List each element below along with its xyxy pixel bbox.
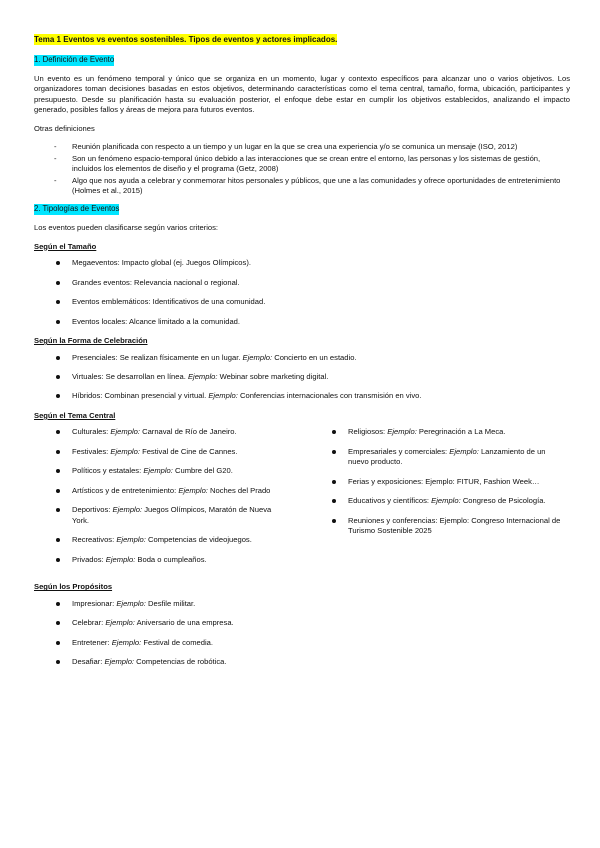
- theme-list-left: [34, 427, 310, 574]
- list-item: Híbridos: Combinan presencial y virtual. Ejemplo: Conferencias internacionales con transmisión en vivo.: [34, 391, 570, 401]
- list-item: Festivales: Ejemplo: Festival de Cine de Cannes.: [34, 447, 290, 457]
- section-1-heading: 1. Definición de Evento: [34, 55, 115, 65]
- definition-item: - Son un fenómeno espacio-temporal único debido a las interacciones que se crean entre el entorno, las personas y los sistemas de gestión, incluidos los elementos de diseño y el programa (Getz, 2008): [34, 154, 570, 175]
- list-item: Impresionar: Ejemplo: Desfile militar.: [34, 599, 570, 609]
- list-item: Artísticos y de entretenimiento: Ejemplo: Noches del Prado: [34, 486, 290, 496]
- size-list: [34, 258, 570, 327]
- list-item: Culturales: Ejemplo: Carnaval de Río de Janeiro.: [34, 427, 290, 437]
- list-item: Recreativos: Ejemplo: Competencias de videojuegos.: [34, 535, 290, 545]
- purpose-heading: Según los Propósitos: [34, 582, 113, 592]
- list-item: Entretener: Ejemplo: Festival de comedia.: [34, 638, 570, 648]
- theme-columns: [34, 427, 570, 582]
- theme-list-right: [310, 427, 570, 574]
- list-item: Eventos locales: Alcance limitado a la comunidad.: [34, 317, 570, 327]
- document-title: Tema 1 Eventos vs eventos sostenibles. Tipos de eventos y actores implicados.: [34, 35, 338, 44]
- list-item: Deportivos: Ejemplo: Juegos Olímpicos, Maratón de Nueva York.: [34, 505, 290, 526]
- definition-item: - Algo que nos ayuda a celebrar y conmemorar hitos personales y públicos, que une a las comunidades y ofrece oportunidades de entretenimiento (Holmes et al., 2015): [34, 176, 570, 197]
- list-item: Eventos emblemáticos: Identificativos de una comunidad.: [34, 297, 570, 307]
- purpose-list: [34, 599, 570, 668]
- typologies-intro: Los eventos pueden clasificarse según varios criterios:: [34, 223, 219, 233]
- list-item: Políticos y estatales: Ejemplo: Cumbre del G20.: [34, 466, 290, 476]
- size-heading: Según el Tamaño: [34, 241, 97, 251]
- definitions-list: [34, 142, 570, 196]
- list-item: Ferias y exposiciones: Ejemplo: FITUR, Fashion Week…: [310, 477, 566, 487]
- form-heading: Según la Forma de Celebración: [34, 336, 148, 346]
- form-list: [34, 353, 570, 402]
- other-definitions-label: Otras definiciones: [34, 123, 95, 133]
- list-item: Presenciales: Se realizan físicamente en un lugar. Ejemplo: Concierto en un estadio.: [34, 353, 570, 363]
- list-item: Reuniones y conferencias: Ejemplo: Congreso Internacional de Turismo Sostenible 2025: [310, 516, 566, 537]
- list-item: Megaeventos: Impacto global (ej. Juegos Olímpicos).: [34, 258, 570, 268]
- list-item: Virtuales: Se desarrollan en línea. Ejemplo: Webinar sobre marketing digital.: [34, 372, 570, 382]
- list-item: Privados: Ejemplo: Boda o cumpleaños.: [34, 555, 290, 565]
- section-2-heading: 2. Tipologías de Eventos: [34, 204, 120, 214]
- list-item: Educativos y científicos: Ejemplo: Congreso de Psicología.: [310, 496, 566, 506]
- list-item: Celebrar: Ejemplo: Aniversario de una empresa.: [34, 618, 570, 628]
- list-item: Religiosos: Ejemplo: Peregrinación a La Meca.: [310, 427, 566, 437]
- theme-heading: Según el Tema Central: [34, 410, 116, 420]
- definition-paragraph: Un evento es un fenómeno temporal y único que se organiza en un momento, lugar y contexto específicos para alcanzar uno o varios objetivos. Los organizadores toman decisiones basadas en estos objetivos, determinando características como el tema central, tamaño, forma, ubicación, participantes y presupuesto. Desde su planificación hasta su evaluación posterior, el enfoque debe estar en cumplir los objetivos establecidos, analizando el impacto generado, posibles fallos y áreas de mejora para futuros eventos.: [34, 73, 570, 115]
- list-item: Grandes eventos: Relevancia nacional o regional.: [34, 278, 570, 288]
- definition-item: - Reunión planificada con respecto a un tiempo y un lugar en la que se crea una experiencia y/o se comunica un mensaje (ISO, 2012): [34, 142, 570, 152]
- list-item: Empresariales y comerciales: Ejemplo: Lanzamiento de un nuevo producto.: [310, 447, 566, 468]
- list-item: Desafiar: Ejemplo: Competencias de robótica.: [34, 657, 570, 667]
